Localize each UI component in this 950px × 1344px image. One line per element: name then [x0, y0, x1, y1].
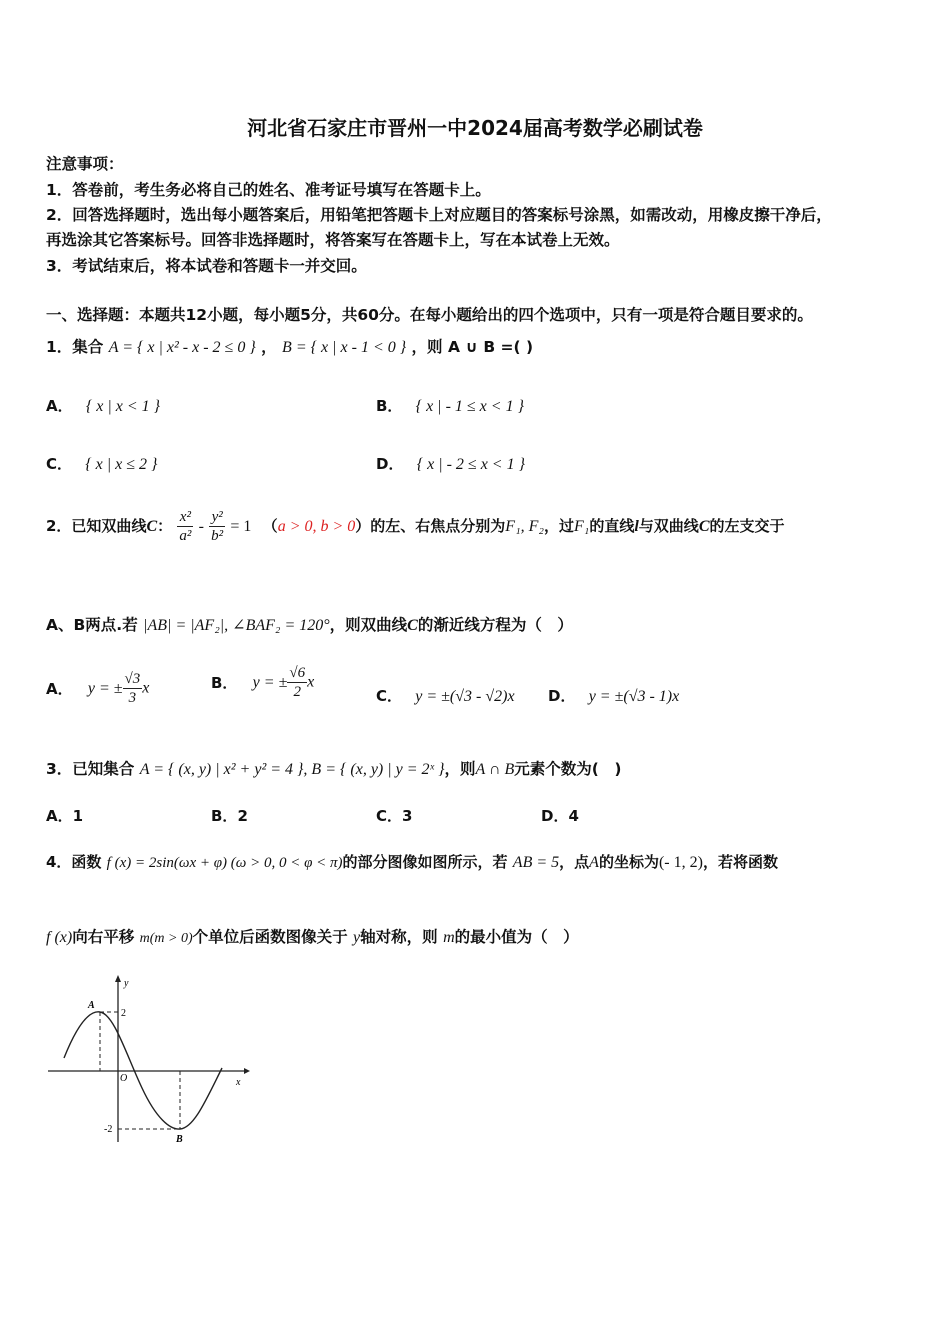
q4-text: 轴对称，则 [360, 928, 438, 946]
q4-text: 的部分图像如图所示，若 [342, 853, 508, 871]
notice-item: 1．答卷前，考生务必将自己的姓名、准考证号填写在答题卡上。 [46, 181, 491, 199]
x-arrow-icon [244, 1068, 250, 1074]
option-label: A． [46, 680, 73, 698]
q4-text: ，若将函数 [702, 853, 778, 871]
option-text: x [307, 673, 315, 691]
q2-text: ，过 [543, 517, 574, 535]
q2-text: ）的左、右焦点分别为 [355, 517, 506, 535]
q3-option-c[interactable] [376, 805, 412, 826]
notice-heading: 注意事项： [46, 155, 124, 173]
q1-set-a: A = { x | x² - x - 2 ≤ 0 } [108, 339, 256, 356]
option-label: B． [211, 674, 238, 692]
q4-m: m [443, 929, 455, 946]
q4-m: m(m > 0) [139, 931, 193, 946]
q2-prefix: 2．已知双曲线 [46, 517, 147, 535]
q2-foci: F₁, F₂ [505, 518, 544, 535]
option-label: B． [376, 397, 403, 415]
q4-prefix: 4．函数 [46, 853, 102, 871]
notice-item: 3．考试结束后，将本试卷和答题卡一并交回。 [46, 257, 367, 275]
q2-minus: - [198, 518, 204, 535]
q2-c: C [146, 518, 158, 535]
frac-num: √6 [289, 665, 306, 681]
option-text: y = ±(√3 - 1)x [588, 688, 680, 705]
q1-option-b[interactable] [376, 395, 524, 416]
frac-num: y² [209, 508, 225, 527]
tick-2-label: 2 [121, 1008, 126, 1019]
option-label: A． [46, 397, 73, 415]
question-4 [46, 851, 778, 872]
option-text: 2 [237, 807, 248, 825]
q1-option-c[interactable] [46, 453, 157, 474]
q2-colon: ： [157, 517, 173, 535]
frac-den: 2 [293, 684, 301, 700]
option-label: B． [211, 807, 238, 825]
option-label: D． [548, 687, 576, 705]
q1-suffix: ，则 A ∪ B =( ) [411, 338, 534, 356]
option-text: y = ± [87, 679, 123, 697]
option-frac [287, 664, 307, 701]
q2-option-a[interactable] [46, 670, 149, 707]
q4-func: f (x) = 2sin(ωx + φ) (ω > 0, 0 < φ < π) [106, 855, 343, 871]
question-2: 2．已知双曲线C： $\frac{\text{x²}}{\text{a²}}$ - $\frac{\text{y²}}{\text{b²}}$ = 1 （a > 0, b > 0）的左、右焦点分别为F₁, F₂，过F₁的直线l与双曲线C的左支交于 [46, 509, 785, 544]
frac-den: b² [211, 528, 224, 544]
q2-option-b[interactable] [211, 664, 314, 701]
q2-text: A、B两点.若 [46, 616, 138, 634]
q3-option-a[interactable] [46, 805, 83, 826]
q3-option-d[interactable] [541, 805, 579, 826]
q1-prefix: 1．集合 [46, 338, 104, 356]
frac-den: a² [179, 528, 192, 544]
q2-condition: a > 0, b > 0 [277, 518, 356, 535]
option-text: y = ±(√3 - √2)x [415, 688, 515, 705]
option-frac [123, 670, 143, 707]
question-4-line2 [46, 925, 579, 947]
q2-option-c[interactable] [376, 685, 515, 706]
option-text: 4 [568, 807, 579, 825]
q2-c: C [407, 617, 418, 634]
q4-text: 向右平移 [72, 928, 135, 946]
option-text: x [142, 679, 150, 697]
option-text: { x | x ≤ 2 } [85, 456, 158, 473]
q4-a: A [589, 854, 599, 871]
q4-text: 的坐标为 [598, 853, 659, 871]
notice-item: 2．回答选择题时，选出每小题答案后，用铅笔把答题卡上对应题目的答案标号涂黑，如需改动，用橡皮擦干净后， [46, 206, 832, 224]
question-2-line2 [46, 613, 573, 635]
q3-expr: A ∩ B [475, 761, 515, 778]
option-label: C． [376, 807, 403, 825]
q2-text: 的左支交于 [709, 517, 785, 535]
option-label: C． [376, 687, 403, 705]
q4-y: y [353, 929, 361, 946]
frac-den: 3 [128, 690, 137, 706]
option-text: { x | - 2 ≤ x < 1 } [416, 456, 525, 473]
option-label: A． [46, 807, 73, 825]
q4-text: 个单位后函数图像关于 [192, 928, 348, 946]
q2-frac-x [177, 508, 193, 545]
tick-neg2-label: -2 [104, 1124, 113, 1135]
q2-condition-eq: |AB| = |AF₂|, ∠BAF₂ = 120° [143, 617, 330, 634]
q2-c: C [698, 518, 710, 535]
q4-fx: f (x) [46, 929, 73, 946]
q3-option-b[interactable] [211, 805, 248, 826]
question-1 [46, 335, 533, 357]
q1-option-a[interactable] [46, 395, 160, 416]
option-text: 1 [72, 807, 84, 825]
q2-text: ，则双曲线 [329, 616, 408, 634]
option-text: { x | - 1 ≤ x < 1 } [415, 398, 524, 415]
notice-item: 再选涂其它答案标号。回答非选择题时，将答案写在答题卡上，写在本试卷上无效。 [46, 231, 620, 249]
frac-num: √3 [124, 671, 141, 687]
option-label: C． [46, 455, 73, 473]
option-text: 3 [402, 807, 413, 825]
q2-text: 与双曲线 [638, 517, 699, 535]
option-text: { x | x < 1 } [85, 398, 161, 415]
y-arrow-icon [115, 975, 121, 982]
q2-eq: = 1 [230, 518, 252, 535]
page-title: 河北省石家庄市晋州一中2024届高考数学必刷试卷 [247, 116, 703, 140]
q3-text: ，则 [444, 760, 476, 778]
option-text: y = ± [252, 673, 288, 691]
q3-sets: A = { (x, y) | x² + y² = 4 }, B = { (x, y) | y = 2ˣ } [139, 761, 445, 778]
q4-text: 的最小值为（ ） [454, 928, 579, 946]
q1-set-b: B = { x | x - 1 < 0 } [282, 339, 407, 356]
q4-coord: (- 1, 2) [658, 854, 703, 871]
q2-option-d[interactable] [548, 685, 679, 706]
q2-text: 的直线 [589, 517, 635, 535]
q3-text: 元素个数为( ) [514, 760, 622, 778]
q4-text: ，点 [559, 853, 590, 871]
q2-f1: F₁ [573, 518, 590, 535]
q1-comma: ， [261, 338, 277, 356]
section-heading: 一、选择题：本题共12小题，每小题5分，共60分。在每小题给出的四个选项中，只有一项是符合题目要求的。 [46, 306, 813, 324]
option-label: D． [376, 455, 404, 473]
point-a-label: A [88, 1000, 95, 1011]
x-label: x [236, 1077, 241, 1088]
option-label: D． [541, 807, 569, 825]
q2-text: 的渐近线方程为（ ） [417, 616, 573, 634]
origin-label: O [120, 1073, 128, 1084]
q3-prefix: 3．已知集合 [46, 760, 135, 778]
q2-l: l [634, 518, 639, 535]
question-3 [46, 757, 621, 779]
frac-num: x² [177, 508, 193, 527]
q4-ab: AB = 5 [512, 854, 560, 871]
point-b-label: B [176, 1134, 183, 1145]
q1-option-d[interactable] [376, 453, 525, 474]
sine-graph [44, 972, 254, 1147]
q2-frac-y [209, 508, 225, 545]
y-label: y [124, 978, 129, 989]
